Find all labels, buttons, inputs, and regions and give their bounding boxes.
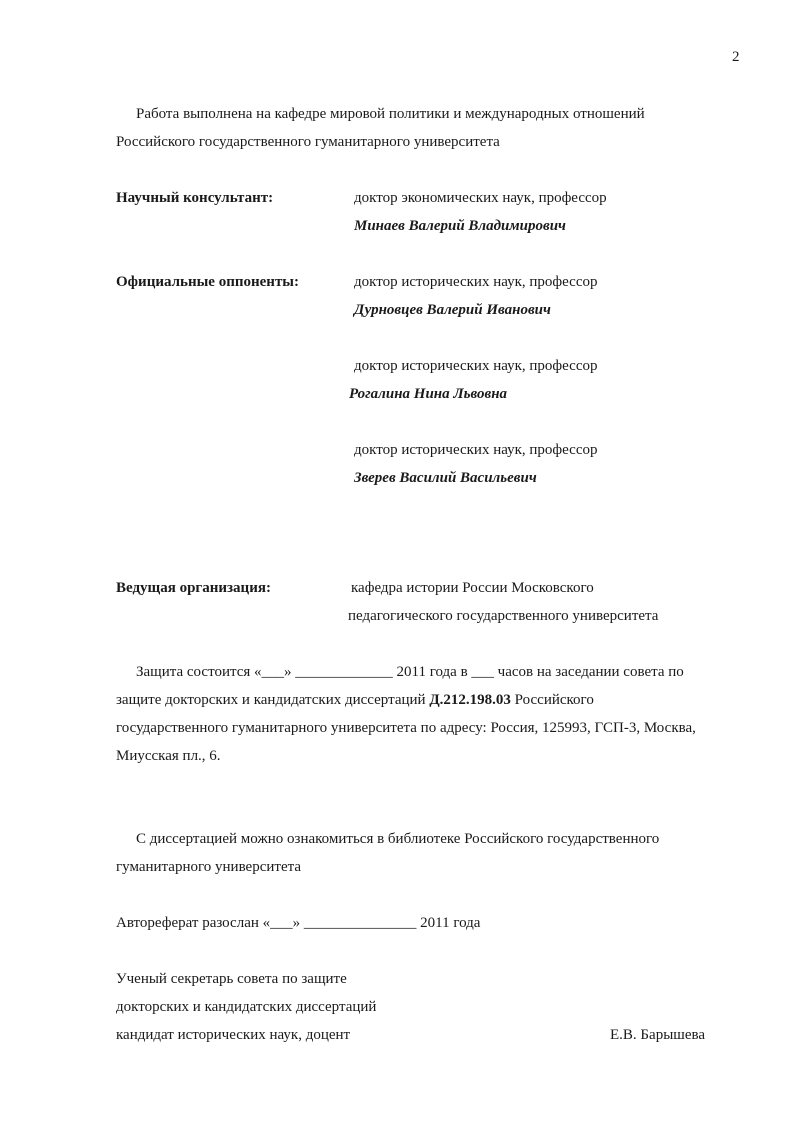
intro-line-2: Российского государственного гуманитарного университета [116, 134, 500, 150]
secretary-line-2: докторских и кандидатских диссертаций [116, 999, 377, 1015]
defense-line-2-text: защите докторских и кандидатских диссертаций [116, 692, 430, 708]
intro-line-1: Работа выполнена на кафедре мировой политики и международных отношений [136, 106, 645, 122]
page-number: 2 [732, 49, 740, 65]
leading-org-line-1: кафедра истории России Московского [351, 580, 594, 596]
consultant-label: Научный консультант: [116, 190, 274, 206]
defense-line-2-tail: Российского [510, 692, 594, 708]
council-code: Д.212.198.03 [429, 692, 511, 708]
defense-line-1: Защита состоится «___» _____________ 2011 года в ___ часов на заседании совета по [136, 664, 684, 680]
sent-line: Автореферат разослан «___» _______________ 2011 года [116, 915, 481, 931]
opponent-2-degree: доктор исторических наук, профессор [354, 358, 598, 374]
opponent-3-name: Зверев Василий Васильевич [354, 470, 537, 486]
library-line-2: гуманитарного университета [116, 859, 302, 875]
library-line-1: С диссертацией можно ознакомиться в библиотеке Российского государственного [136, 831, 660, 847]
opponent-2-name: Рогалина Нина Львовна [349, 386, 508, 402]
opponents-label: Официальные оппоненты: [116, 274, 300, 290]
opponent-3-degree: доктор исторических наук, профессор [354, 442, 598, 458]
leading-org-label: Ведущая организация: [116, 580, 271, 596]
opponent-1-name: Дурновцев Валерий Иванович [354, 302, 551, 318]
leading-org-line-2: педагогического государственного университета [348, 608, 659, 624]
secretary-line-3: кандидат исторических наук, доцент [116, 1027, 351, 1043]
defense-line-3: государственного гуманитарного университета по адресу: Россия, 125993, ГСП-3, Москва, [116, 720, 696, 736]
consultant-degree: доктор экономических наук, профессор [354, 190, 607, 206]
secretary-name: Е.В. Барышева [610, 1027, 706, 1043]
consultant-name: Минаев Валерий Владимирович [354, 218, 566, 234]
defense-line-2 [116, 690, 594, 710]
opponent-1-degree: доктор исторических наук, профессор [354, 274, 598, 290]
defense-line-4: Миусская пл., 6. [116, 748, 221, 764]
secretary-line-1: Ученый секретарь совета по защите [116, 971, 347, 987]
